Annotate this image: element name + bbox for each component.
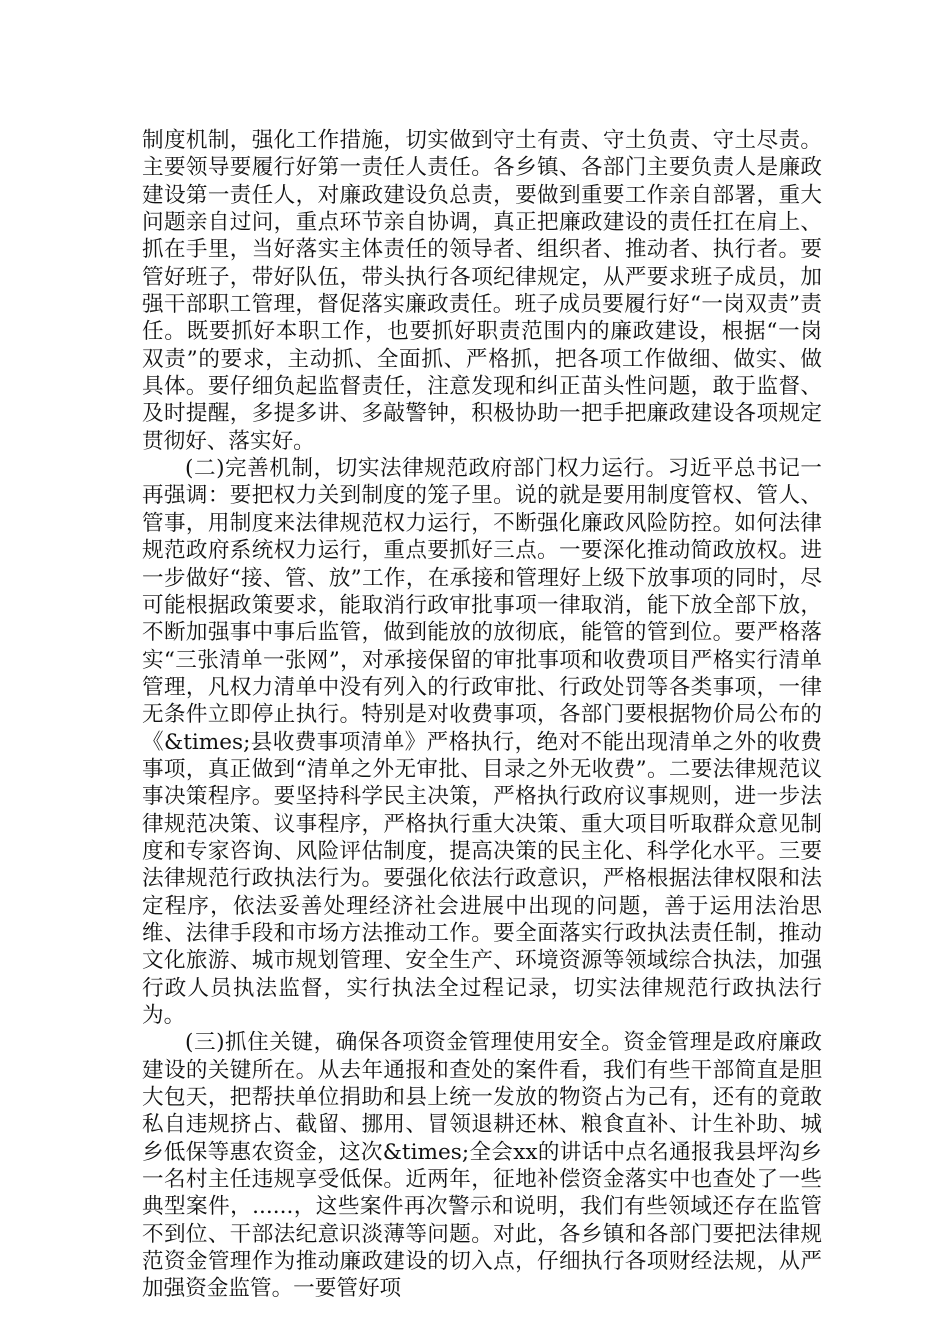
paragraph-2: (二)完善机制，切实法律规范政府部门权力运行。习近平总书记一再强调：要把权力关到制度的笼子里。说的就是要用制度管权、管人、管事，用制度来法律规范权力运行，不断强化廉政风险防控。如何法律规范政府系统权力运行，重点要抓好三点。一要深化推动简政放权。进一步做好“接、管、放”工作，在承接和管理好上级下放事项的同时，尽可能根据政策要求，能取消行政审批事项一律取消，能下放全部下放，不断加强事中事后监管，做到能放的放彻底，能管的管到位。要严格落实“三张清单一张网”，对承接保留的审批事项和收费项目严格实行清单管理，凡权力清单中没有列入的行政审批、行政处罚等各类事项，一律无条件立即停止执行。特别是对收费事项，各部门要根据物价局公布的《&times;县收费事项清单》严格执行，绝对不能出现清单之外的收费事项，真正做到“清单之外无审批、目录之外无收费”。二要法律规范议事决策程序。要坚持科学民主决策，严格执行政府议事规则，进一步法律规范决策、议事程序，严格执行重大决策、重大项目听取群众意见制度和专家咨询、风险评估制度，提高决策的民主化、科学化水平。三要法律规范行政执法行为。要强化依法行政意识，严格根据法律权限和法定程序，依法妥善处理经济社会进展中出现的问题，善于运用法治思维、法律手段和市场方法推动工作。要全面落实行政执法责任制，推动文化旅游、城市规划管理、安全生产、环境资源等领域综合执法，加强行政人员执法监督，实行执法全过程记录，切实法律规范行政执法行为。 (142, 456, 822, 1028)
paragraph-3: (三)抓住关键，确保各项资金管理使用安全。资金管理是政府廉政建设的关键所在。从去年通报和查处的案件看，我们有些干部简直是胆大包天，把帮扶单位捐助和县上统一发放的物资占为己有，还有的竟敢私自违规挤占、截留、挪用、冒领退耕还林、粮食直补、计生补助、城乡低保等惠农资金，这次&times;全会xx的讲话中点名通报我县坪沟乡一名村主任违规享受低保。近两年，征地补偿资金落实中也查处了一些典型案件，......，这些案件再次警示和说明，我们有些领域还存在监管不到位、干部法纪意识淡薄等问题。对此，各乡镇和各部门要把法律规范资金管理作为推动廉政建设的切入点，仔细执行各项财经法规，从严加强资金监管。一要管好项 (142, 1030, 822, 1302)
document-page (142, 127, 822, 1303)
paragraph-1: 制度机制，强化工作措施，切实做到守土有责、守土负责、守土尽责。主要领导要履行好第一责任人责任。各乡镇、各部门主要负责人是廉政建设第一责任人，对廉政建设负总责，要做到重要工作亲自部署，重大问题亲自过问，重点环节亲自协调，真正把廉政建设的责任扛在肩上、抓在手里，当好落实主体责任的领导者、组织者、推动者、执行者。要管好班子，带好队伍，带头执行各项纪律规定，从严要求班子成员，加强干部职工管理，督促落实廉政责任。班子成员要履行好“一岗双责”责任。既要抓好本职工作，也要抓好职责范围内的廉政建设，根据“一岗双责”的要求，主动抓、全面抓、严格抓，把各项工作做细、做实、做具体。要仔细负起监督责任，注意发现和纠正苗头性问题，敢于监督、及时提醒，多提多讲、多敲警钟，积极协助一把手把廉政建设各项规定贯彻好、落实好。 (142, 128, 822, 454)
